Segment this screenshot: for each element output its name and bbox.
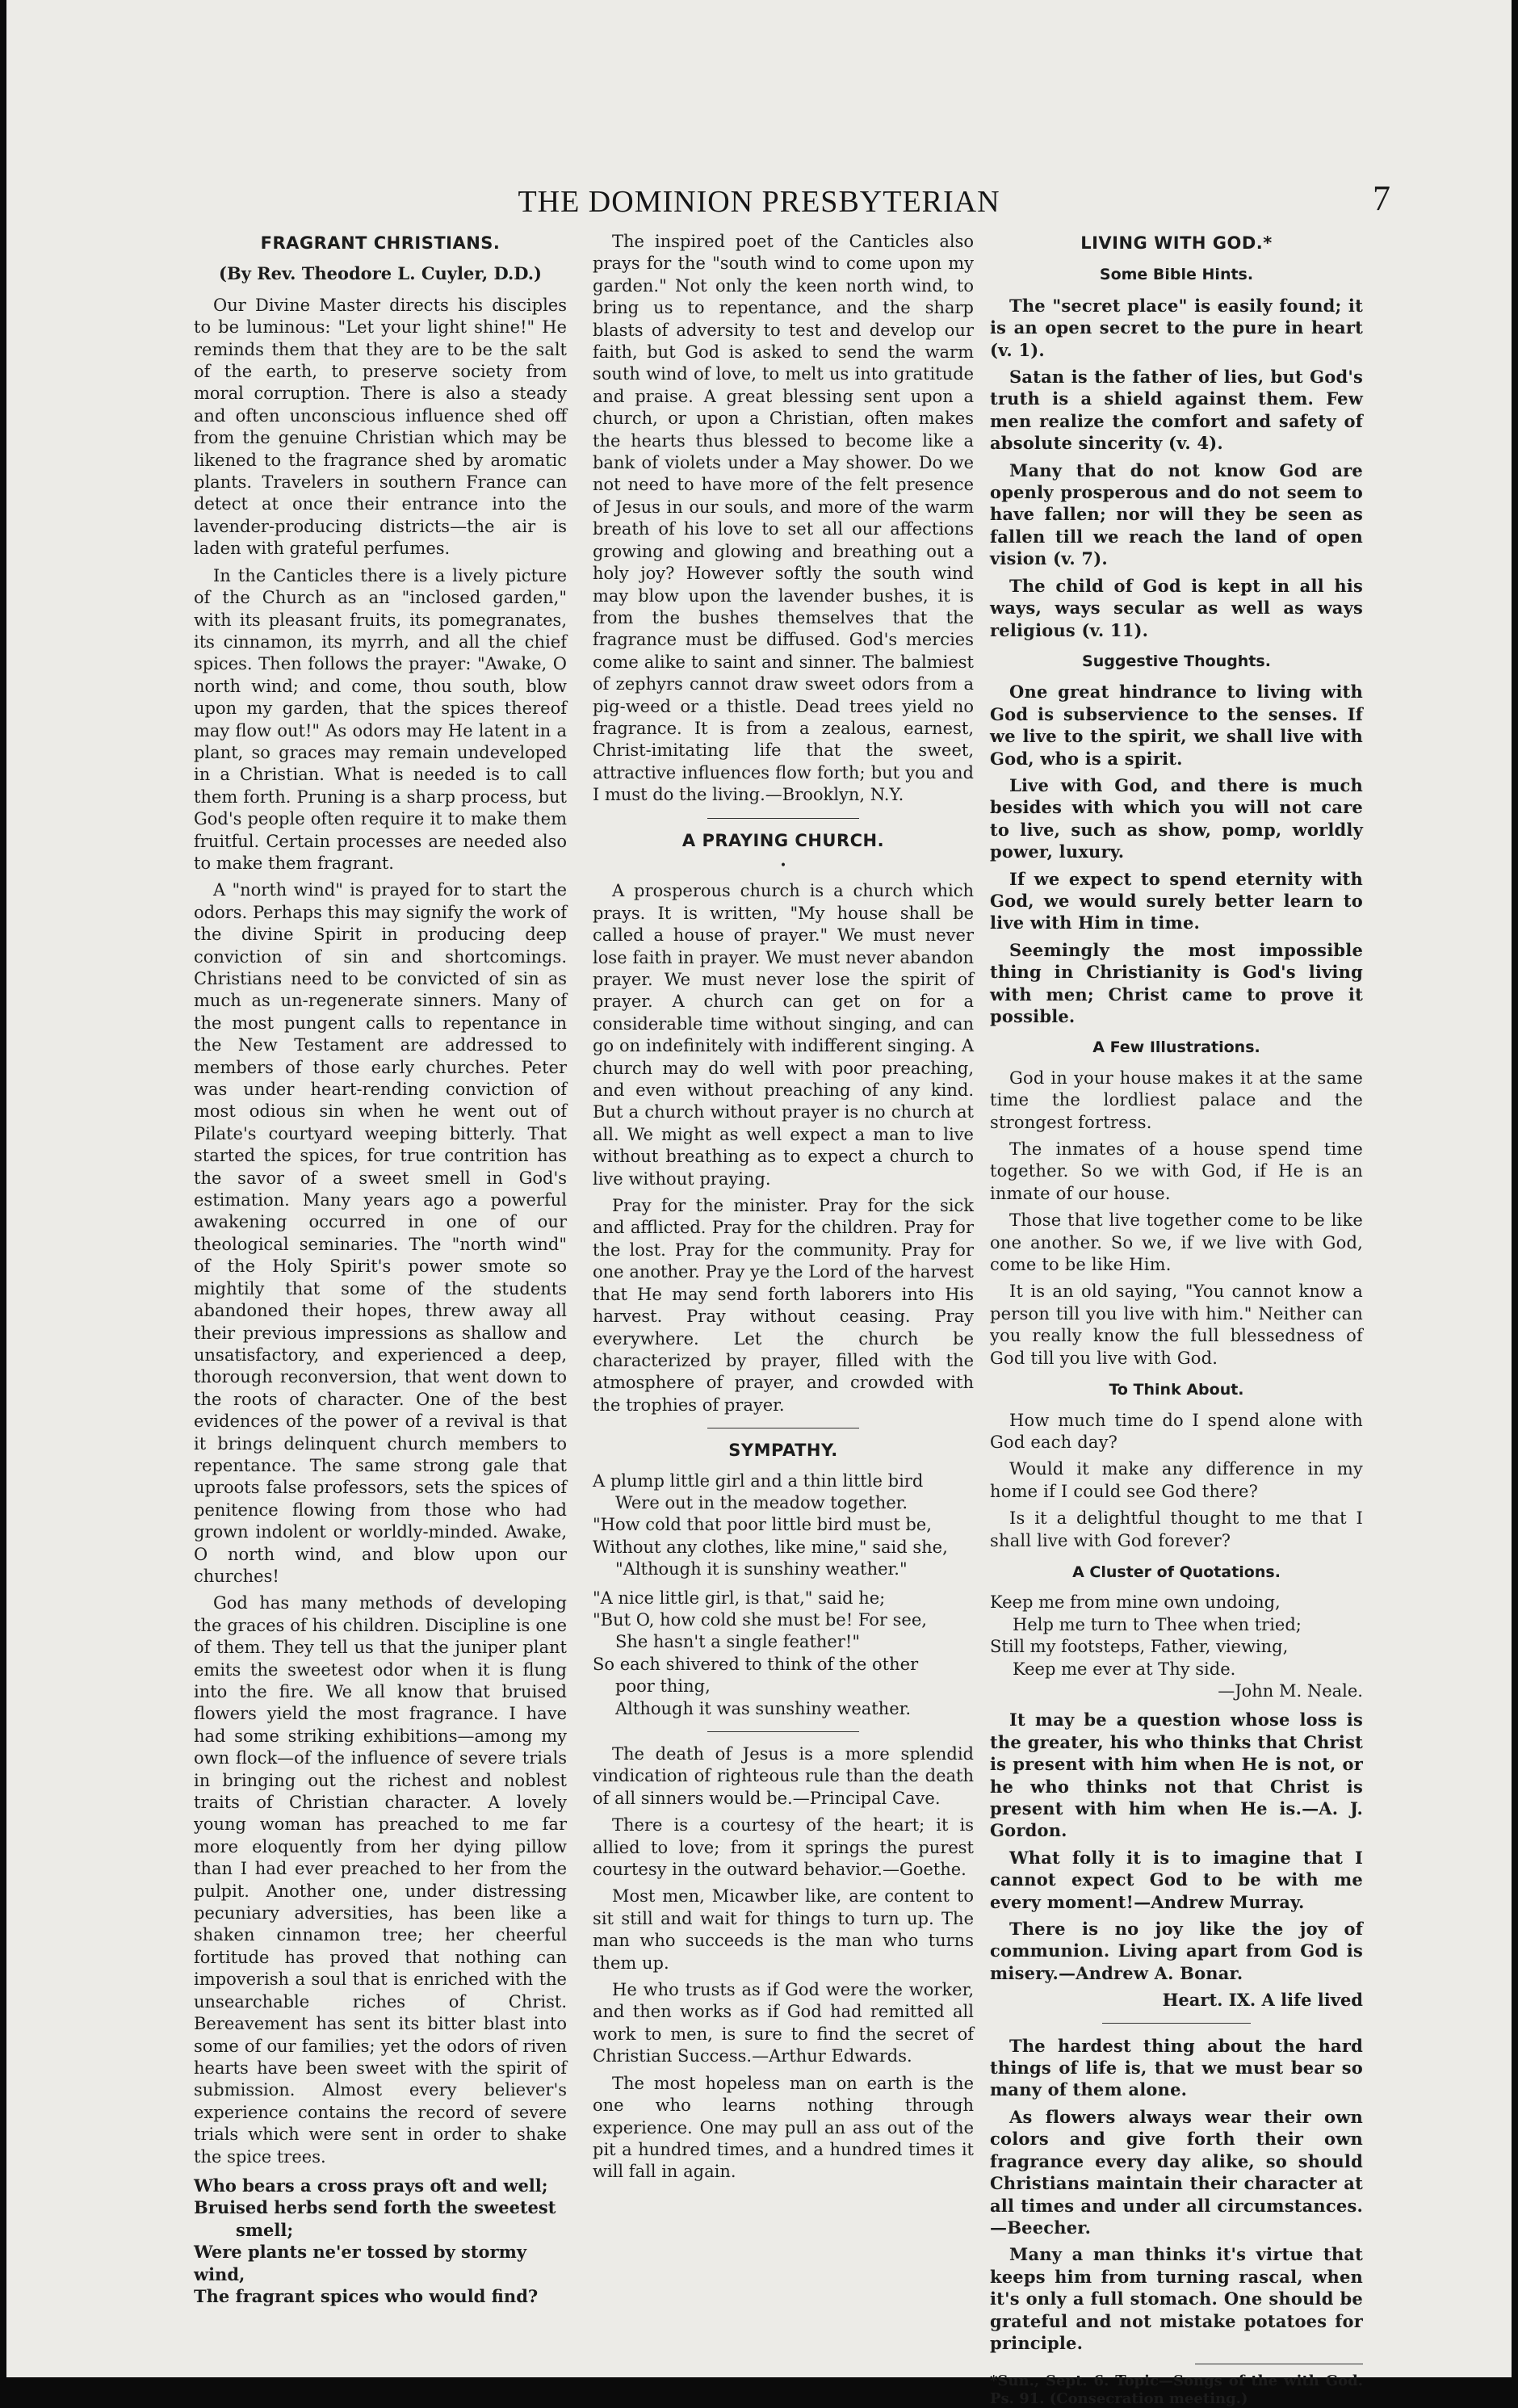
- verse-attribution: —John M. Neale.: [1218, 1680, 1363, 1701]
- paragraph: Live with God, and there is much besides with which you will not care to live, such as show, pomp, worldly power, luxury.: [990, 774, 1363, 862]
- section-divider: [707, 818, 860, 819]
- section-divider: [1102, 2023, 1252, 2024]
- verse-line: "But O, how cold she must be! For see,: [593, 1609, 927, 1630]
- verse-line: "A nice little girl, is that," said he;: [593, 1588, 886, 1608]
- verse-line: "How cold that poor little bird must be,: [593, 1515, 932, 1535]
- page-header: [6, 178, 1512, 224]
- subheading-quotations: A Cluster of Quotations.: [1072, 1563, 1281, 1581]
- poem-verse: [990, 1592, 1363, 1702]
- poem-verse: [194, 2175, 567, 2307]
- verse-line: Bruised herbs send forth the sweetest: [194, 2197, 556, 2218]
- paragraph: Satan is the father of lies, but God's truth is a shield against them. Few men realize the comfort and safety of absolute sincerity (v. 4).: [990, 367, 1363, 454]
- verse-line: poor thing,: [615, 1676, 711, 1697]
- verse-line: Keep me ever at Thy side.: [1013, 1659, 1236, 1679]
- paragraph: There is no joy like the joy of communion. Living apart from God is misery.—Andrew A. Bonar.: [990, 1919, 1363, 1983]
- verse-line: A plump little girl and a thin little bird: [593, 1470, 924, 1491]
- verse-line: Who bears a cross prays oft and well;: [194, 2175, 548, 2196]
- paragraph: Those that live together come to be like one another. So we, if we live with God, come to be like Him.: [990, 1210, 1363, 1275]
- masthead-title: THE DOMINION PRESBYTERIAN: [518, 185, 1000, 219]
- paragraph: God in your house makes it at the same time the lordliest palace and the strongest fortress.: [990, 1068, 1363, 1132]
- paragraph: Many that do not know God are openly prosperous and do not seem to have fallen; nor will they be seen as fallen till we reach the land of open vision (v. 7).: [990, 459, 1363, 569]
- paragraph: Pray for the minister. Pray for the sick and afflicted. Pray for the children. Pray for the lost. Pray for the community. Pray for one another. Pray ye the Lord of the harvest that He may send forth laborers into His harvest. Pray without ceasing. Pray everywhere. Let the church be characterized by prayer, filled with the atmosphere of prayer, and crowded with the trophies of prayer.: [593, 1196, 974, 1415]
- paragraph: The inmates of a house spend time together. So we with God, if He is an inmate of our house.: [990, 1139, 1363, 1203]
- verse-line: Keep me from mine own undoing,: [990, 1592, 1281, 1613]
- paragraph: The child of God is kept in all his ways, ways secular as well as ways religious (v. 11).: [990, 575, 1363, 640]
- paragraph: The hardest thing about the hard things of life is, that we must bear so many of them alone.: [990, 2035, 1363, 2100]
- paragraph: In the Canticles there is a lively picture of the Church as an "inclosed garden," with its pleasant fruits, its pomegranates, its cinnamon, its myrrh, and all the chief spices. Then follows the prayer: "Awake, O north wind; and come, thou south, blow upon my garden, that the spices thereof may flow out!" As odors may He latent in a plant, so graces may remain undeveloped in a Christian. What is needed is to call them forth. Pruning is a sharp process, but God's people often require it to make them fruitful. Certain processes are needed also to make them fragrant.: [194, 565, 567, 873]
- paragraph: It may be a question whose loss is the greater, his who thinks that Christ is present with him when He is not, or he who thinks not that Christ is present with him when He is.—A. J. Gordon.: [990, 1710, 1363, 1841]
- paragraph: God has many methods of developing the graces of his children. Discipline is one of them. They tell us that the juniper plant emits the sweetest odor when it is flung into the fire. We all know that bruised flowers yield the most fragrance. I have had some striking exhibitions—among my own flock—of the influence of severe trials in bringing out the richest and noblest traits of Christian character. A lovely young woman has preached to me far more eloquently from her dying pillow than I had ever preached to her from the pulpit. Another one, under distressing pecuniary adversities, has been like a shaken cinnamon tree; her cheerful fortitude has proved that nothing can impoverish a soul that is enriched with the unsearchable riches of Christ. Bereavement has sent its bitter blast into some of our families; yet the odors of riven hearts have been sweet with the spirit of submission. Almost every believer's experience contains the record of severe trials which were sent in order to shake the spice trees.: [194, 1593, 567, 2167]
- verse-line: "Although it is sunshiny weather.": [615, 1559, 908, 1579]
- paragraph: He who trusts as if God were the worker, and then works as if God had remitted all work to men, is sure to find the secret of Christian Success.—Arthur Edwards.: [593, 1980, 974, 2066]
- subheading-illustrations: A Few Illustrations.: [1092, 1038, 1260, 1057]
- article-byline: (By Rev. Theodore L. Cuyler, D.D.): [219, 263, 542, 284]
- column-right: [990, 231, 1363, 2408]
- paragraph: The inspired poet of the Canticles also prays for the "south wind to come upon my garden." Not only the keen north wind, to bring us to repentance, and the sharp blasts of adversity to test and develop our faith, but God is asked to send the warm south wind of love, to melt us into gratitude and praise. A great blessing sent upon a church, or upon a Christian, often makes the hearts thus blessed to become like a bank of violets under a May shower. Do we not need to have more of the felt presence of Jesus in our souls, and more of the warm breath of his love to set all our affections growing and glowing and breathing out a holy joy? However softly the south wind may blow upon the lavender bushes, it is from the bushes themselves that the fragrance must be diffused. God's mercies come alike to saint and sinner. The balmiest of zephyrs cannot draw sweet odors from a pig-weed or a thistle. Dead trees yield no fragrance. It is from a zealous, earnest, Christ-imitating life that the sweet, attractive influences flow forth; but you and I must do the living.—Brooklyn, N.Y.: [593, 232, 974, 805]
- verse-line: So each shivered to think of the other: [593, 1654, 919, 1674]
- paragraph: The death of Jesus is a more splendid vindication of righteous rule than the death of all sinners would be.—Principal Cave.: [593, 1744, 974, 1808]
- paragraph: A "north wind" is prayed for to start the odors. Perhaps this may signify the work of the divine Spirit in producing deep conviction of sin and shortcomings. Christians need to be convicted of sin as much as un-regenerate sinners. Many of the most pungent calls to repentance in the New Testament are addressed to members of those early churches. Peter was under heart-rending conviction of most odious sin when he went out of Pilate's courtyard weeping bitterly. That started the spices, for true contrition has the savor of a sweet smell in God's estimation. Many years ago a powerful awakening occurred in one of our theological seminaries. The "north wind" of the Holy Spirit's power smote so mightily that some of the students abandoned their hopes, threw away all their previous impressions as shallow and unsatisfactory, and experienced a deep, thorough reconversion, that went down to the roots of character. One of the best evidences of the power of a revival is that it brings delinquent church members to repentance. The same strong gale that uproots false professors, sets the spices of penitence flowing from those who had grown indolent or worldly-minded. Awake, O north wind, and blow upon our churches!: [194, 880, 567, 1586]
- subheading-suggestive-thoughts: Suggestive Thoughts.: [1082, 652, 1271, 670]
- verse-line: Without any clothes, like mine," said she,: [593, 1537, 948, 1557]
- article-heading-praying-church: A PRAYING CHURCH.: [681, 830, 885, 850]
- verse-line: Were plants ne'er tossed by stormy wind,: [194, 2242, 527, 2284]
- column-left: [194, 231, 567, 2314]
- scripture-reference: Heart. IX. A life lived: [1162, 1990, 1363, 2011]
- paragraph: Seemingly the most impossible thing in Christianity is God's living with men; Christ came to prove it possible.: [990, 939, 1363, 1026]
- verse-line: The fragrant spices who would find?: [194, 2285, 539, 2306]
- subheading-think-about: To Think About.: [1109, 1381, 1244, 1399]
- paragraph: Most men, Micawber like, are content to sit still and wait for things to turn up. The man who succeeds is the man who turns them up.: [593, 1886, 974, 1973]
- article-heading-living-with-god: LIVING WITH GOD.*: [1080, 233, 1273, 253]
- subheading-bible-hints: Some Bible Hints.: [1099, 266, 1254, 284]
- paragraph: There is a courtesy of the heart; it is allied to love; from it springs the purest courtesy in the outward behavior.—Goethe.: [593, 1815, 974, 1880]
- article-heading-fragrant-christians: FRAGRANT CHRISTIANS.: [260, 233, 501, 253]
- paragraph: One great hindrance to living with God is subservience to the senses. If we live to the spirit, we shall live with God, who is a spirit.: [990, 682, 1363, 769]
- poem-verse: [593, 1588, 974, 1720]
- page-number: 7: [1373, 178, 1390, 218]
- column-middle: [593, 231, 974, 2188]
- paragraph: Is it a delightful thought to me that I shall live with God forever?: [990, 1508, 1363, 1550]
- paragraph: As flowers always wear their own colors and give forth their own fragrance every day alike, so should Christians maintain their character at all times and under all circumstances.—Beecher.: [990, 2106, 1363, 2238]
- paragraph: How much time do I spend alone with God each day?: [990, 1410, 1363, 1452]
- verse-line: Still my footsteps, Father, viewing,: [990, 1637, 1289, 1657]
- verse-line: Were out in the meadow together.: [615, 1492, 908, 1512]
- section-divider: [707, 1731, 860, 1732]
- article-heading-sympathy: SYMPATHY.: [728, 1441, 838, 1461]
- poem-verse: [593, 1470, 974, 1581]
- paragraph: Our Divine Master directs his disciples to be luminous: "Let your light shine!" He reminds them that they are to be the salt of the earth, to preserve society from moral corruption. There is also a steady and often unconscious influence shed off from the genuine Christian which may be likened to the fragrance shed by aromatic plants. Travelers in southern France can detect at once their entrance into the lavender-producing districts—the air is laden with grateful perfumes.: [194, 295, 567, 559]
- newspaper-page: [6, 0, 1512, 2408]
- verse-line: Help me turn to Thee when tried;: [1013, 1614, 1302, 1634]
- paragraph: The most hopeless man on earth is the one who learns nothing through experience. One may pull an ass out of the pit a hundred times, and a hundred times it will fall in again.: [593, 2073, 974, 2182]
- paragraph: The "secret place" is easily found; it is an open secret to the pure in heart (v. 1).: [990, 295, 1363, 360]
- footnote: *Sun., Sept. 6. Topic—Songs of the with God. Ps. 91. (Consecration meeting.): [990, 2372, 1363, 2408]
- paragraph: If we expect to spend eternity with God, we would surely better learn to live with Him in time.: [990, 868, 1363, 933]
- verse-line: She hasn't a single feather!": [615, 1632, 860, 1652]
- paragraph: Would it make any difference in my home if I could see God there?: [990, 1459, 1363, 1501]
- paragraph: A prosperous church is a church which prays. It is written, "My house shall be called a house of prayer." We must never lose faith in prayer. We must never abandon prayer. We must never lose the spirit of prayer. A church can get on for a considerable time without singing, and can go on indefinitely with indifferent singing. A church may do well with poor preaching, and even without preaching of any kind. But a church without prayer is no church at all. We might as well expect a man to live without breathing as to expect a church to live without praying.: [593, 881, 974, 1189]
- verse-line: smell;: [236, 2219, 294, 2240]
- paragraph: What folly it is to imagine that I cannot expect God to be with me every moment!—Andrew Murray.: [990, 1847, 1363, 1912]
- paragraph: Many a man thinks it's virtue that keeps him from turning rascal, when it's only a full stomach. One should be grateful and not mistake potatoes for principle.: [990, 2244, 1363, 2353]
- paragraph: It is an old saying, "You cannot know a person till you live with him." Neither can you really know the full blessedness of God till you live with God.: [990, 1282, 1363, 1368]
- verse-line: Although it was sunshiny weather.: [615, 1698, 912, 1718]
- ornament-dot: •: [779, 858, 787, 872]
